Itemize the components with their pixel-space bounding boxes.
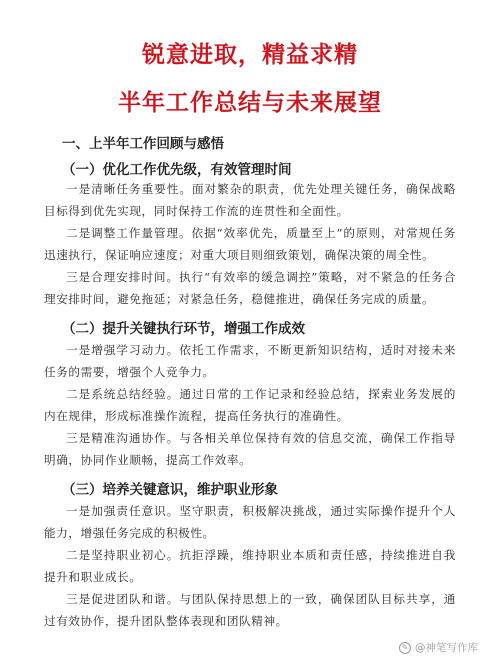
sub1-paragraph-3: 三是合理安排时间。执行“有效率的缓急调控”策略，对不紧急的任务合理安排时间，避免拖延；对紧急任务，稳健推进，确保任务完成的质量。 [44, 270, 456, 306]
circle-logo-icon: ✎ [399, 642, 411, 654]
sub3-paragraph-3: 三是促进团队和谐。与团队保持思想上的一致，确保团队目标共享，通过有效协作，提升团队整体表现和团队精神。 [44, 592, 456, 628]
document-title-line1: 锐意进取，精益求精 [142, 41, 358, 68]
sub2-paragraph-2: 二是系统总结经验。通过日常的工作记录和经验总结，探索业务发展的内在规律，形成标准操作流程，提高任务执行的准确性。 [44, 387, 456, 423]
sub2-paragraph-3: 三是精准沟通协作。与各相关单位保持有效的信息交流，确保工作指导明确，协同作业顺畅，提高工作效率。 [44, 431, 456, 467]
sub1-heading: （一）优化工作优先级，有效管理时间 [62, 162, 292, 178]
section1-heading: 一、上半年工作回顾与感悟 [62, 136, 224, 152]
document-title-line2: 半年工作总结与未来展望 [118, 89, 382, 116]
sub3-heading: （三）培养关键意识，维护职业形象 [62, 482, 278, 498]
sub2-paragraph-1: 一是增强学习动力。依托工作需求，不断更新知识结构，适时对接未来任务的需要，增强个人竞争力。 [44, 343, 456, 379]
sub2-heading: （二）提升关键执行环节，增强工作成效 [62, 321, 305, 337]
sub3-paragraph-1: 一是加强责任意识。坚守职责，积极解决挑战，通过实际操作提升个人能力，增强任务完成的积极性。 [44, 504, 456, 540]
sub1-paragraph-2: 二是调整工作量管理。依据“效率优先，质量至上”的原则，对常规任务迅速执行，保证响应速度；对重大项目则细致策划，确保决策的周全性。 [44, 226, 456, 262]
sub1-paragraph-1: 一是清晰任务重要性。面对繁杂的职责，优先处理关键任务，确保战略目标得到优先实现，同时保持工作流的连贯性和全面性。 [44, 182, 456, 218]
watermark [399, 640, 478, 655]
watermark-text: @神笔写作库 [415, 642, 478, 654]
sub3-paragraph-2: 二是坚持职业初心。抗拒浮躁，维持职业本质和责任感，持续推进自我提升和职业成长。 [44, 548, 456, 584]
